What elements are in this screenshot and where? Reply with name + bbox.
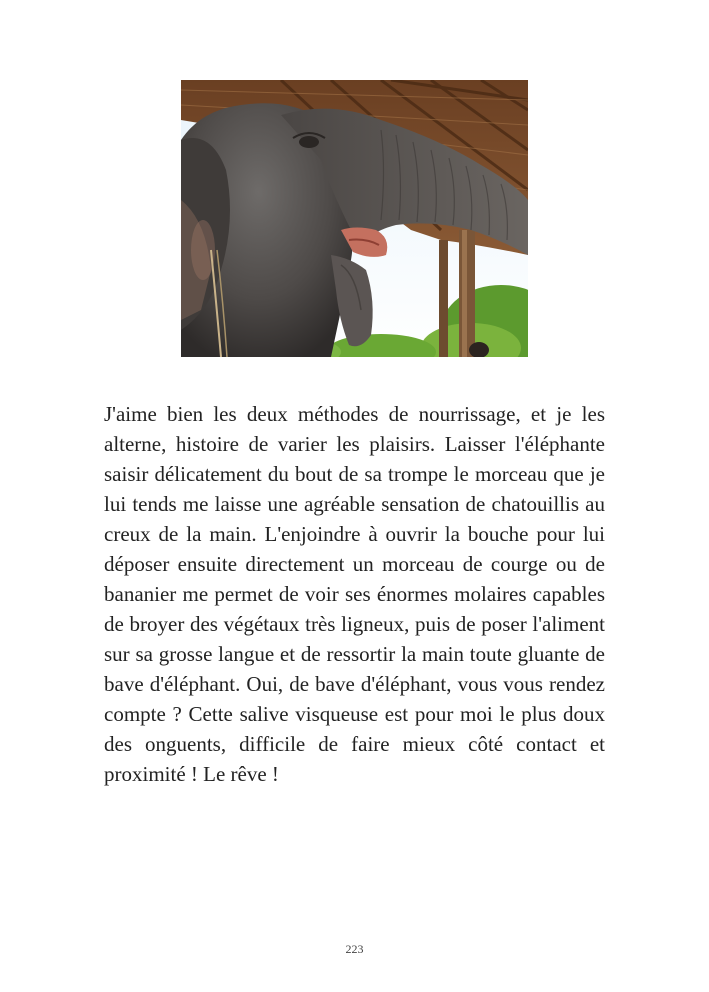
elephant-photo	[181, 80, 528, 357]
page-number: 223	[345, 942, 364, 956]
body-paragraph: J'aime bien les deux méthodes de nourrissage, et je les alterne, histoire de varier les plaisirs. Laisser l'éléphante saisir délicatement du bout de sa trompe le morceau que je lui tends me laisse une agréable sensation de chatouillis au creux de la main. L'enjoindre à ouvrir la bouche pour lui déposer ensuite directement un morceau de courge ou de bananier me permet de voir ses énormes molaires capables de broyer des végétaux très ligneux, puis de poser l'aliment sur sa grosse langue et de ressortir la main toute gluante de bave d'éléphant. Oui, de bave d'éléphant, vous vous rendez compte ? Cette salive visqueuse est pour moi le plus doux des onguents, difficile de faire mieux côté contact et proximité ! Le rêve !	[104, 402, 605, 786]
